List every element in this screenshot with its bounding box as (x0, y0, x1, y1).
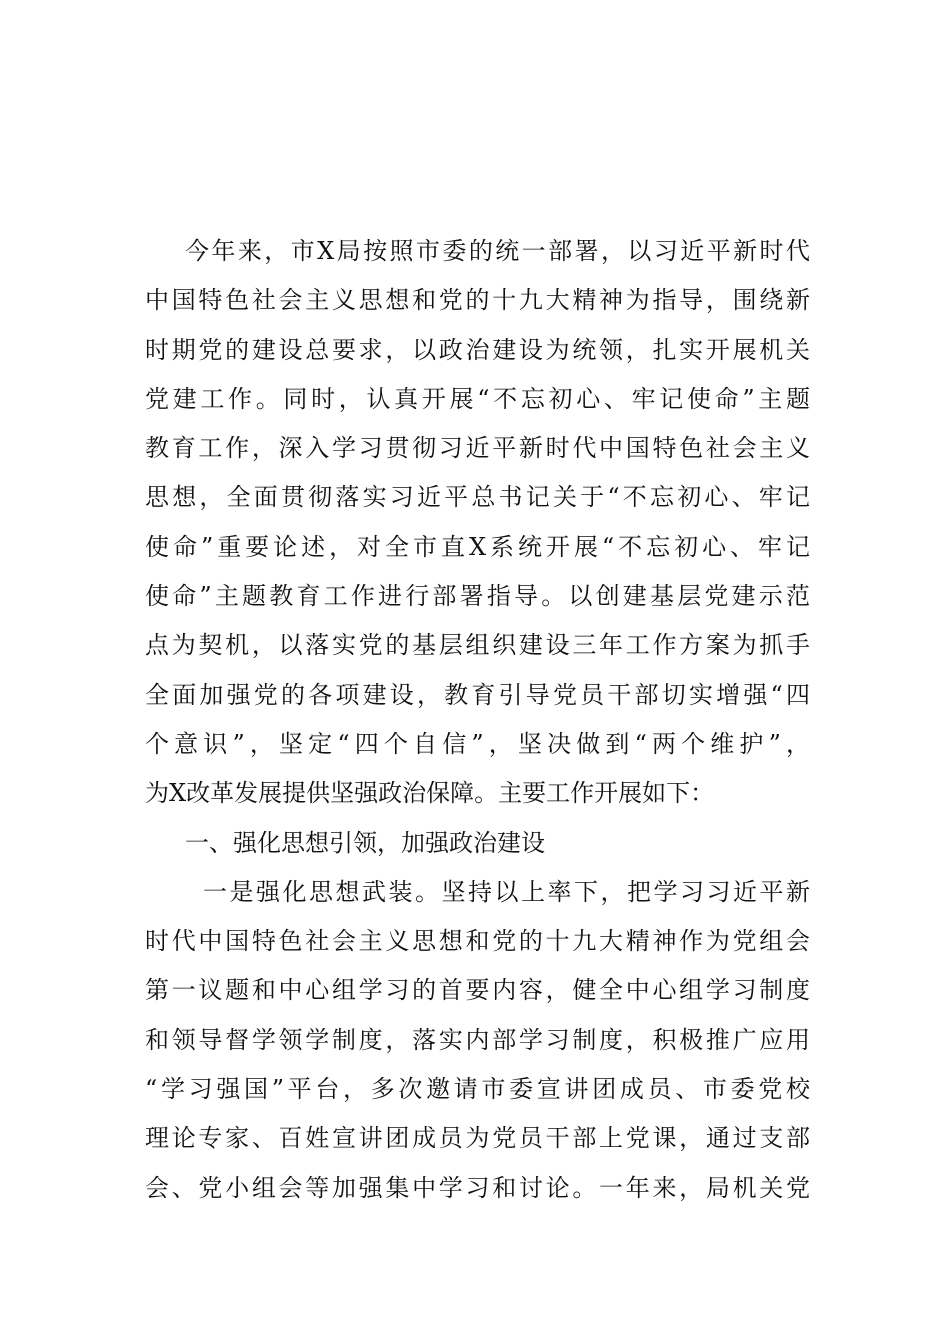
paragraph-line: 点为契机，以落实党的基层组织建设三年工作方案为抓手 (145, 631, 810, 660)
paragraph-line: “学习强国”平台，多次邀请市委宣讲团成员、市委党校 (145, 1075, 810, 1104)
paragraph-line: 个意识”，坚定“四个自信”，坚决做到“两个维护”， (145, 729, 810, 758)
paragraph-line: 理论专家、百姓宣讲团成员为党员干部上党课，通过支部 (145, 1124, 810, 1153)
paragraph-line: 今年来，市X局按照市委的统一部署，以习近平新时代 (185, 237, 810, 265)
paragraph-line: 时代中国特色社会主义思想和党的十九大精神作为党组会 (145, 927, 810, 956)
paragraph-line: 思想，全面贯彻落实习近平总书记关于“不忘初心、牢记 (145, 483, 810, 512)
paragraph-line: 中国特色社会主义思想和党的十九大精神为指导，围绕新 (145, 286, 810, 315)
intro-paragraph (145, 227, 810, 819)
paragraph-line: 为X改革发展提供坚强政治保障。主要工作开展如下： (145, 779, 715, 808)
paragraph-line: 一是强化思想武装。坚持以上率下，把学习习近平新 (203, 877, 810, 906)
section-paragraph (145, 868, 810, 1213)
paragraph-line: 教育工作，深入学习贯彻习近平新时代中国特色社会主义 (145, 434, 810, 463)
paragraph-line: 党建工作。同时，认真开展“不忘初心、牢记使命”主题 (145, 384, 810, 413)
section-heading: 一、强化思想引领，加强政治建设 (185, 828, 545, 857)
paragraph-line: 全面加强党的各项建设，教育引导党员干部切实增强“四 (145, 680, 810, 709)
paragraph-line: 使命”主题教育工作进行部署指导。以创建基层党建示范 (145, 582, 810, 611)
document-body (145, 227, 810, 1213)
paragraph-line: 使命”重要论述，对全市直X系统开展“不忘初心、牢记 (145, 532, 810, 561)
paragraph-line: 时期党的建设总要求，以政治建设为统领，扎实开展机关 (145, 335, 810, 364)
paragraph-line: 会、党小组会等加强集中学习和讨论。一年来，局机关党 (145, 1173, 810, 1202)
paragraph-line: 第一议题和中心组学习的首要内容，健全中心组学习制度 (145, 976, 810, 1005)
paragraph-line: 和领导督学领学制度，落实内部学习制度，积极推广应用 (145, 1025, 810, 1054)
